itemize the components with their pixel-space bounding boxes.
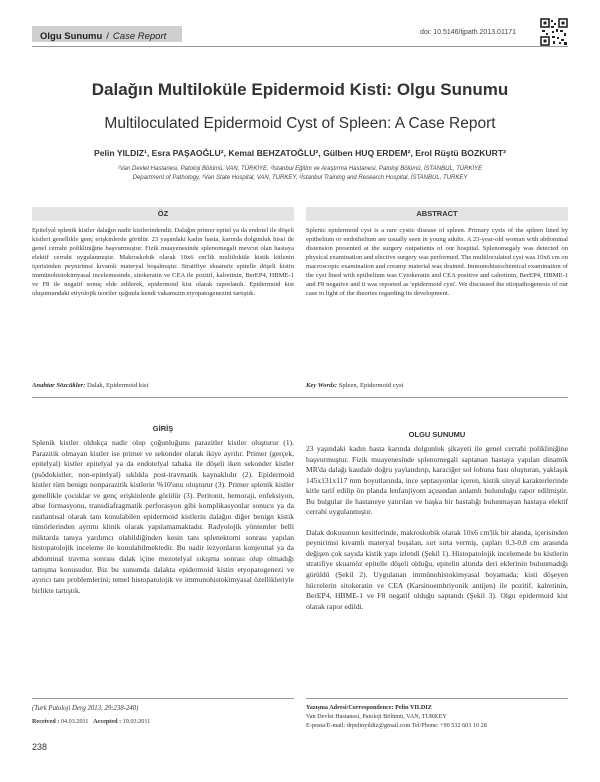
correspondence-label: Yazışma Adresi/Correspondence: Pelin YILDIZ bbox=[306, 704, 432, 711]
abstract-rule bbox=[32, 397, 568, 398]
abstract-heading: ABSTRACT bbox=[306, 207, 568, 221]
correspondence bbox=[306, 703, 568, 730]
author-list: Pelin YILDIZ¹, Esra PAŞAOĞLU², Kemal BEHZATOĞLU², Gülben HUQ ERDEM², Erol Rüştü BOZKURT² bbox=[94, 148, 506, 158]
page-number: 238 bbox=[32, 742, 48, 752]
intro-heading: GİRİŞ bbox=[152, 424, 174, 433]
accepted-label: Accepted : bbox=[93, 718, 122, 725]
intro-paragraph: Splenik kistler oldukça nadir olup çoğunluğunu parazitler kistler oluşturur (1). Parazitik olmayan kistler ise primer ve sekonder olarak ikiye ayrılır. Primer (gerçek, epitelyal) kistler epitelyal ya da endotelyal tabaka ile döşeli iken sekonder kistler (psödokistler, non-epitelyal) sıklıkla post-travmatik kaynaklıdır (2). Epidermoid kistler tüm benign nonparazitik kistlerin %10'unu oluşturur (3). Primer splenik kistler genellikle çocuklar ve genç erişkinlerde görülür (3). Peritonit, hemoraji, enfeksiyon, abse formasyonu, transdiafragmatik perforasyon gibi komplikasyonlar sonucu ya da rastlantısal olarak tanı konulabilen epidermoid kistlerin dalağın diğer benign kistik tümörlerinden ayrımı klinik olarak yapılamamaktadır. Radyolojik yöntemler belli miktarda tanıya yardımcı olabildiğinden kesin tanı splenektomi sonrası yapılan histopatolojik inceleme ile konulabilmektedir. Bu nadir lezyonların konjenital ya da abdominal travma sonrası dalak içine mezotelyal sıkışma sonrası olup olmadığı tartışma konusudur. Biz bu sunumda dalakta epidermoid kistin etyopatogenezi ve ayırıcı tanı problemlerini; temel histopatolojik ve immunohistokimyasal özellikleriyle birlikte tartıştık. bbox=[32, 438, 294, 595]
title-english: Multiloculated Epidermoid Cyst of Spleen: A Case Report bbox=[104, 115, 496, 132]
received-label: Received : bbox=[32, 718, 60, 725]
footer-rule-left bbox=[32, 698, 294, 699]
oz-keywords-label: Anahtar Sözcükler: bbox=[32, 382, 86, 389]
page-header bbox=[32, 18, 568, 46]
citation: (Turk Patoloji Derg 2013, 29:238-240) bbox=[32, 705, 139, 712]
article-type: Case Report bbox=[112, 31, 167, 42]
affiliation-en: Department of Pathology, ¹Van State Hospital, VAN, TURKEY, ²İstanbul Training and Research Hospital, İSTANBUL, TURKEY bbox=[132, 175, 468, 181]
section-tab bbox=[32, 26, 182, 42]
journal-section: Olgu Sunumu bbox=[40, 31, 103, 42]
title-turkish: Dalağın Multiloküle Epidermoid Kisti: Olgu Sunumu bbox=[91, 80, 509, 99]
abstract-text: Splenic epidermoid cyst is a rare cystic disease of spleen. Primary cysts of the spleen lined by epithelium or endothelium are usually seen in young adults. A 23-year-old woman with abdominal distension presented at the surgery outpatients of our hospital. Splenomegaly was detected on physical examination and elective surgery was performed. The multiloculated cyst was 10x6 cm on macroscopic examination and creamy material was drained. Immunohistochemical examination of the cyst lined with epithelium was Cytokeratin and CEA positive and calretinin, BerEP4, HBME-1 and F8 negative and it was reported as 'epidermoid cyst'. We discussed the etiopathogenesis of our case in light of the theories regarding its development. bbox=[306, 227, 568, 298]
case-heading: OLGU SUNUMU bbox=[408, 430, 466, 439]
case-paragraph-2: Dalak dokusunun kesitlerinde, makroskobik olarak 10x6 cm'lik bir alanda, içerisinden peynirimsi kıvamlı materyal boşalan, sırt sırta vermiş, çapları 0,3-0,8 cm arasında değişen çok sayıda kistik yapı izlendi (Şekil 1). Histopatolojik incelemede bu kistlerin stratifiye skuamöz epitelle döşeli olduğu, epitelin altında deri eklerinin bulunmadığı görüldü (Şekil 2). Uygulanan immünohistokimyasal boyamada; kisti döşeyen hücrelerin sitokeratin ve CEA (Karsinoembriyonik antijen) ile pozitif, kalretinin, BerEP4, HBME-1 ve F8 negatif olduğu saptandı (Şekil 3). Olgu epidermoid kist olarak rapor edildi. bbox=[306, 527, 568, 611]
intro-text bbox=[32, 438, 294, 596]
affiliation-tr: ¹Van Devlet Hastanesi, Patoloji Bölümü, VAN, TÜRKİYE, ²İstanbul Eğitim ve Araştırma Hastanesi, Patoloji Bölümü, İSTANBUL, TÜRKİYE bbox=[117, 166, 483, 172]
affiliations bbox=[70, 165, 530, 183]
article-dates bbox=[32, 718, 150, 725]
header-rule bbox=[32, 46, 568, 47]
abstract-keywords-value: Spleen, Epidermoid cyst bbox=[337, 382, 404, 389]
case-text bbox=[306, 444, 568, 612]
correspondence-address: Van Devlet Hastanesi, Patoloji Bölümü, VAN, TURKEY bbox=[306, 713, 447, 720]
oz-keywords-value: Dalak, Epidermoid kist bbox=[85, 382, 149, 389]
qr-code-icon bbox=[540, 18, 568, 46]
abstract-keywords bbox=[306, 382, 403, 389]
header-separator: / bbox=[106, 31, 109, 42]
abstract-keywords-label: Key Words: bbox=[306, 382, 338, 389]
oz-keywords bbox=[32, 382, 148, 389]
oz-text: Epitelyal splenik kistler dalağın nadir kistlerindendir. Dalağın primer epitel ya da endotel ile döşeli kistleri genellikle genç erişkinlerde görülür. 23 yaşındaki kadın hasta, karında dolgunluk hissi ile genel cerrahi polikliniğine başvurmuştur. Fizik muayenesinde splenomegali mevcut olan hastaya elektif cerrahi uygulanmıştır. Makroskobik olarak 10x6 cm'lik multiloküle kistik kitlenin içerisinden peynirimsi kıvamlı materyal boşalmıştır. Stratifiye skuamöz epitelle döşeli kistin immünohistokimyasal incelemesinde, sitokeratin ve CEA ile pozitif, kalretinin, BerEP4, HBME-1 ve F8 ile negatif sonuç elde edilerek, epidermoid kist olarak raporlandı. Epidermoid kist oluşumundaki etiyolojik teoriler ışığında kendi vakamızın etyopatogenezini tartıştık. bbox=[32, 227, 294, 298]
footer-rule-right bbox=[306, 698, 568, 699]
doi-text[interactable]: doi: 10.5146/tjpath.2013.01171 bbox=[419, 29, 516, 36]
correspondence-contact[interactable]: E-posta/E-mail: drpelinyildiz@gmail.com Tel/Phone: +90 532 603 10 28 bbox=[306, 722, 487, 729]
oz-heading: ÖZ bbox=[32, 207, 294, 221]
accepted-date: 19.03.2011 bbox=[121, 718, 151, 725]
received-date: 04.03.2011 bbox=[59, 718, 89, 725]
case-paragraph-1: 23 yaşındaki kadın hasta karında dolgunluk şikayeti ile genel cerrahi polikliniğine başvurmuştur. Fizik muayenesinde splenomegali saptanan hastaya yapılan dinamik MR'da dalağı kaudale doğru yaylandırıp, karaciğer sol lobuna bası oluşturan, yaklaşık 145x131x117 mm boyutlarında, ince septasyonlar içeren, kistik sinyal karakterlerinde kitle tarif edilip ön planda lenfanjiyom açısından anlamlı bulunduğu rapor edilmiştir. Bu bulgular ile hastaneye yatırılan ve başka bir hastalığı bulunmayan hastaya elektif cerrahi uygulanmıştır. bbox=[306, 444, 568, 517]
